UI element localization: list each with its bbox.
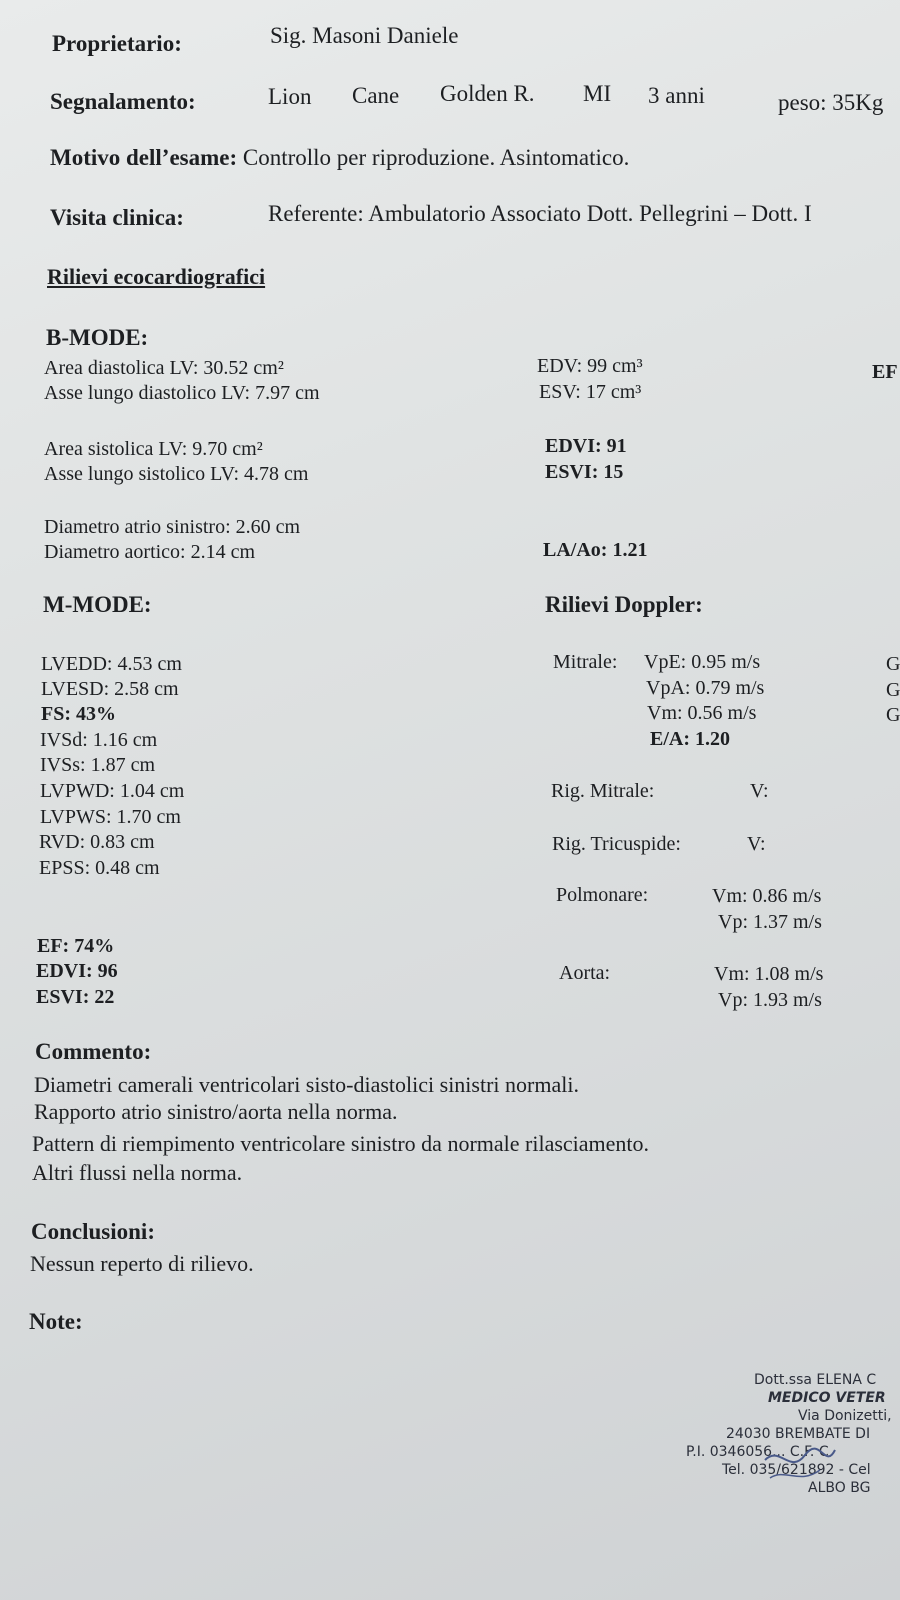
doppler-pulm-vp: Vp: 1.37 m/s [718,911,822,933]
stamp-line: Dott.ssa ELENA C [754,1372,877,1388]
stamp-line: ALBO BG [808,1480,871,1496]
doppler-pulm-vm: Vm: 0.86 m/s [712,885,822,907]
doppler-g1: G [886,653,900,675]
comment-title: Commento: [35,1039,152,1064]
doppler-mitral-label: Mitrale: [553,651,618,673]
visit-value: Referente: Ambulatorio Associato Dott. Pellegrini – Dott. I [268,201,812,226]
bmode-edvi: EDVI: 91 [545,435,627,457]
veterinary-stamp [660,1370,900,1496]
bmode-la-diam: Diametro atrio sinistro: 2.60 cm [44,516,301,538]
signal-label: Segnalamento: [50,89,196,114]
stamp-line: Tel. 035/621892 - Cel [722,1462,871,1478]
bmode-area-diast: Area diastolica LV: 30.52 cm² [44,357,284,379]
mmode-ef: EF: 74% [37,935,115,957]
bmode-ao-diam: Diametro aortico: 2.14 cm [44,541,256,563]
mmode-fs: FS: 43% [41,703,116,725]
reason-row [50,144,629,172]
signal-sex: MI [583,81,612,106]
conclusions-title: Conclusioni: [31,1219,155,1244]
doppler-g2: G [886,679,900,701]
doppler-title: Rilievi Doppler: [545,592,703,617]
signal-breed: Golden R. [440,81,535,106]
mmode-esvi: ESVI: 22 [36,986,115,1008]
signal-species: Cane [352,83,400,108]
bmode-edv: EDV: 99 cm³ [537,355,643,377]
mmode-lvesd: LVESD: 2.58 cm [41,678,179,700]
comment-line: Diametri camerali ventricolari sisto-diastolici sinistri normali. [34,1072,579,1097]
bmode-ef-partial: EF [872,361,898,383]
doppler-rig-mitral-v: V: [750,780,769,802]
mmode-lvedd: LVEDD: 4.53 cm [41,653,182,675]
comment-line: Altri flussi nella norma. [32,1160,243,1185]
owner-label: Proprietario: [52,31,182,56]
bmode-esv: ESV: 17 cm³ [539,381,642,403]
doppler-vpa: VpA: 0.79 m/s [646,677,765,699]
bmode-esvi: ESVI: 15 [545,461,624,483]
mmode-title: M-MODE: [43,592,152,617]
signal-weight: peso: 35Kg [778,90,884,115]
mmode-edvi: EDVI: 96 [36,960,118,982]
doppler-g3: G [886,704,900,726]
doppler-aorta-vm: Vm: 1.08 m/s [714,963,824,985]
reason-label: Motivo dell’esame: [50,145,238,170]
visit-label: Visita clinica: [50,205,184,230]
bmode-axis-diast: Asse lungo diastolico LV: 7.97 cm [44,382,320,404]
signal-age: 3 anni [648,83,705,108]
mmode-ivss: IVSs: 1.87 cm [40,754,155,776]
doppler-pulm-label: Polmonare: [556,884,649,906]
stamp-line: P.I. 0346056... C.F. C [686,1444,829,1460]
bmode-axis-syst: Asse lungo sistolico LV: 4.78 cm [44,463,309,485]
conclusions-text: Nessun reperto di rilievo. [30,1251,254,1276]
section-title: Rilievi ecocardiografici [47,264,266,289]
doppler-rig-tric-v: V: [747,833,766,855]
doppler-rig-tric: Rig. Tricuspide: [552,833,681,855]
signature-scribble-icon [760,1440,840,1490]
comment-line: Rapporto atrio sinistro/aorta nella norma. [34,1099,398,1124]
mmode-lvpws: LVPWS: 1.70 cm [40,806,181,828]
mmode-rvd: RVD: 0.83 cm [39,831,155,853]
mmode-lvpwd: LVPWD: 1.04 cm [40,780,185,802]
stamp-line: 24030 BREMBATE DI [726,1426,871,1442]
stamp-line: MEDICO VETER [768,1390,886,1406]
mmode-epss: EPSS: 0.48 cm [39,857,160,879]
doppler-rig-mitral: Rig. Mitrale: [551,780,655,802]
doppler-vpe: VpE: 0.95 m/s [644,651,761,673]
doppler-ea: E/A: 1.20 [650,728,730,750]
bmode-area-syst: Area sistolica LV: 9.70 cm² [44,438,263,460]
mmode-ivsd: IVSd: 1.16 cm [40,729,158,751]
doppler-aorta-label: Aorta: [559,962,611,984]
doppler-vm: Vm: 0.56 m/s [647,702,757,724]
owner-value: Sig. Masoni Daniele [270,23,459,48]
comment-line: Pattern di riempimento ventricolare sinistro da normale rilasciamento. [32,1131,650,1156]
reason-value: Controllo per riproduzione. Asintomatico. [242,145,630,170]
signal-name: Lion [268,84,312,109]
bmode-title: B-MODE: [46,325,149,350]
doppler-aorta-vp: Vp: 1.93 m/s [718,989,822,1011]
bmode-la-ao: LA/Ao: 1.21 [543,539,648,561]
notes-title: Note: [29,1309,83,1334]
stamp-line: Via Donizetti, [798,1408,892,1424]
